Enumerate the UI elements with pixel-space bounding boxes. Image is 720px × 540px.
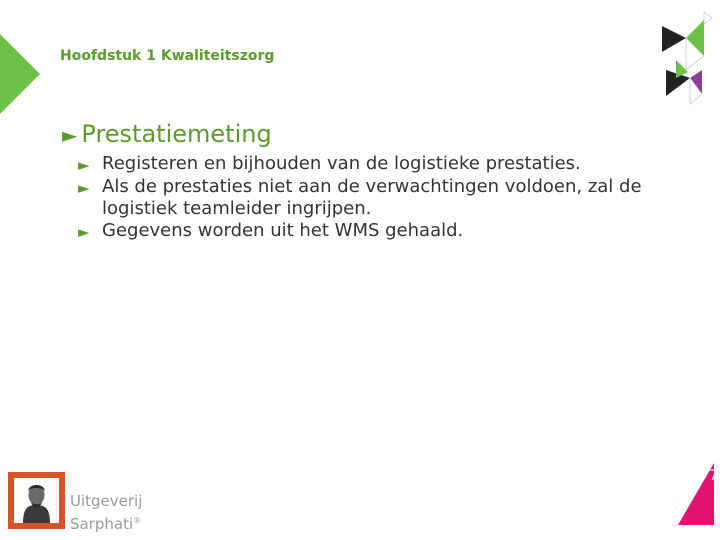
- slide-content: [62, 118, 702, 243]
- heading-text: Prestatiemeting: [81, 120, 272, 148]
- bullet-text: Registeren en bijhouden van de logistieke prestaties.: [102, 153, 581, 174]
- bullet-triangle-icon: ►: [78, 223, 90, 241]
- bullet-list: [78, 153, 702, 243]
- list-item: [78, 153, 702, 176]
- triangle-pattern-icon: [654, 8, 714, 108]
- bullet-text: Gegevens worden uit het WMS gehaald.: [102, 220, 464, 241]
- bullet-triangle-icon: ►: [62, 123, 78, 147]
- page-number: 7: [709, 468, 718, 484]
- list-item: [78, 176, 702, 220]
- list-item: [78, 220, 702, 243]
- chapter-title: Hoofdstuk 1 Kwaliteitszorg: [60, 48, 275, 64]
- bullet-text: Als de prestaties niet aan de verwachtingen voldoen, zal de logistiek teamleider ingrijpen.: [102, 176, 642, 219]
- bullet-triangle-icon: ►: [78, 156, 90, 174]
- brand-line-1: Uitgeverij: [70, 492, 143, 510]
- slide-heading: [62, 118, 702, 151]
- brand-line-2: Sarphati: [70, 515, 134, 533]
- registered-mark: ®: [133, 516, 142, 525]
- corner-triangle-icon: [0, 34, 40, 114]
- bullet-triangle-icon: ►: [78, 179, 90, 197]
- publisher-name: [70, 492, 142, 534]
- portrait-logo-icon: [8, 472, 65, 529]
